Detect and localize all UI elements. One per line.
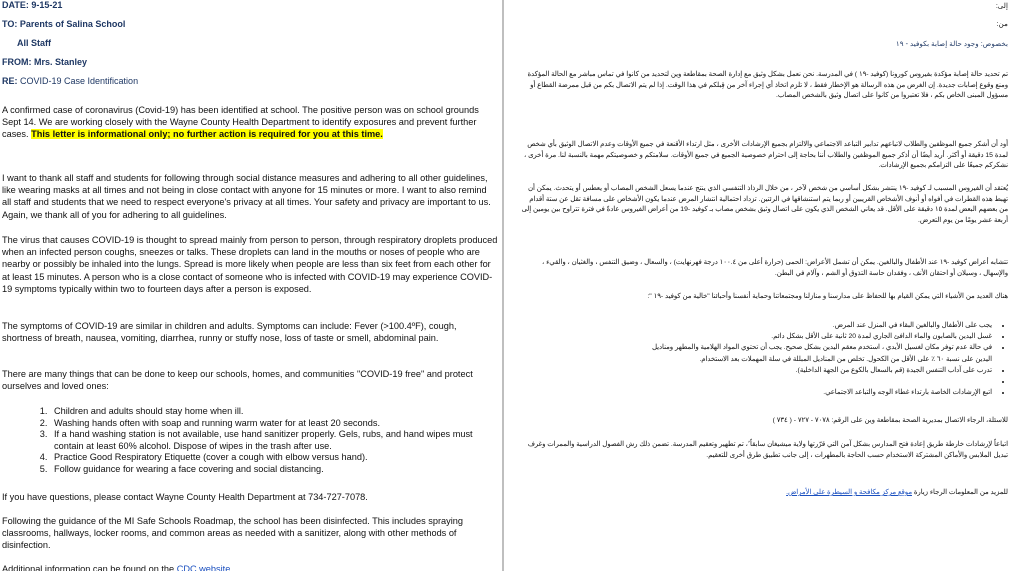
arabic-letter-panel [504,0,1024,571]
re-line [2,76,138,87]
list-item: 2. Washing hands often with soap and running warm water for at least 20 seconds. [50,418,500,430]
arabic-subject-line: بخصوص: وجود حالة إصابة بكوفيد - ١٩ [895,39,1008,48]
list-item: • غسل اليدين بالصابون والماء الدافئ الجاري لمدة 20 ثانية على الأقل بشكل دائم. [634,331,994,342]
paragraph-contact: If you have questions, please contact Wayne County Health Department at 734-727-7078. [2,492,368,502]
arabic-paragraph-symptoms: تتشابه أعراض كوفيد -١٩ عند الأطفال والبالغين. يمكن أن تشمل الأعراض: الحمى (حرارة أعلى من ١٠٠.٤ درجة فهرنهايت) ، والسعال ، وضيق التنفس ، والغثيان ، والقيء ، والإسهال ، وسيلان أو احتقان الأنف ، وفقدان حاسة التذوق أو الشم ، وآلام في البطن. [542,259,1008,277]
paragraph-additional-info [2,563,498,571]
to-label: TO: [2,19,18,29]
re-value: COVID-19 Case Identification [20,76,139,86]
list-item: • تدرب على آداب التنفس الجيدة (قم بالسعال بالكوع من الجهة الداخلية). [634,365,994,376]
arabic-paragraph-disinfection: اتباعاً لإرشادات خارطة طريق إعادة فتح المدارس بشكل آمن التي قرّرتها ولاية ميشيغان سابقاً٬، تم تطهير وتعقيم المدرسة. تضمن ذلك رش الفصول الدراسية والممرات وغرف تبديل الملابس والأماكن المشتركة الاستخدام حسب الحاجة بالمطهرات ، إلى جانب تطبيق طرق أخرى للتعقيم. [527,441,1008,459]
list-item: • اتبع الإرشادات الخاصة بارتداء غطاء الوجه والتباعد الاجتماعي. [634,387,994,398]
paragraph-disinfection: Following the guidance of the MI Safe Schools Roadmap, the school has been disinfected. This includes spraying classrooms, hallways, locker rooms, and common areas as needed with a sanitizer, along with other methods of disinfection. [2,516,464,551]
paragraph-thanks: I want to thank all staff and students for following through social distance measures and adhering to all other guidelines, like wearing masks at all times and not being in close contact with anyone for 15 minutes or more. I want to also remind all staff and students that we need to respect everyone's privacy at all times. Your safety and privacy are important to us. Again, we thank all of you for adhering to all guidelines. [2,173,491,220]
informational-highlight: This letter is informational only; no further action is required for you at this time. [31,129,383,140]
arabic-paragraph-contact: للاسئلة، الرجاء الاتصال بمديرية الصحة بمقاطعة وين على الرقم: ٧٠٧٨ - ٧٢٧ - ( ٧٣٤ ) [772,417,1008,424]
arabic-to-line: إلى: [995,1,1008,10]
paragraph-prevention-intro: There are many things that can be done to keep our schools, homes, and communities "COVID-19 free" and protect ourselves and loved ones: [2,369,473,392]
from-line [2,57,87,68]
arabic-paragraph-additional-info [520,488,1008,499]
list-item: 3. If a hand washing station is not available, use hand sanitizer properly. Gels, rubs, and hand wipes must contain at least 60% alcohol. Dispose of wipes in the trash after use. [50,429,500,452]
english-letter-page [0,0,502,571]
to-line [2,19,125,30]
arabic-paragraph-thanks: أود أن أشكر جميع الموظفين والطلاب لاتباعهم تدابير التباعد الاجتماعي والالتزام بجميع الإرشادات الأخرى ، مثل ارتداء الأقنعة في جميع الأوقات وعدم الاتصال الوثيق بأي شخص لمدة 15 دقيقة أو أكثر. أريد أيضًا أن أذكر جميع الموظفين والطلاب أننا بحاجة إلى احترام خصوصية الجميع في جميع الأوقات. سلامتكم و خصوصيتكم مهمة بالنسبة لنا. مرة أخرى ، نشكركم جميعًا على التزامكم بجميع الإرشادات. [524,141,1008,170]
to-line-2: All Staff [17,38,52,48]
list-item: • في حالة عدم توفر مكان لغسيل الأيدي ، استخدم معقم اليدين بشكل صحيح. يجب أن تحتوي المواد الهلامية والمطهر ومناديل اليدين على نسبة ٦٠ ٪ على الأقل من الكحول. تخلص من المناديل المبللة في سلة المهملات بعد الاستخدام. [634,342,994,364]
arabic-cdc-link[interactable]: موقع مركز مكافحة و السيطرة على الأمراض. [786,489,912,496]
to-value: Parents of Salina School [19,19,126,29]
arabic-additional-info-text: للمزيد من المعلومات الرجاء زيارة [913,489,1008,496]
arabic-paragraph-prevention-intro: هناك العديد من الأشياء التي يمكن القيام بها للحفاظ على مدارسنا و منازلنا ومجتمعاتنا وحماية أنفسنا وأحبائنا "خالية من كوفيد -١٩ ": [647,293,1008,300]
additional-info-text: Additional information can be found on the [2,564,175,571]
list-item: 5. Follow guidance for wearing a face covering and social distancing. [50,464,500,476]
arabic-from-line: من: [996,19,1008,28]
list-item: • يجب على الأطفال والبالغين البقاء في المنزل عند المرض. [634,320,994,331]
paragraph-case-text: A confirmed case of coronavirus (Covid-19) has been identified at school. The positive person was on school grounds Sept 14. We are working closely with the Wayne County Health Department to identify exposures and prevent further cases. [2,105,479,140]
arabic-prevention-list [634,320,1008,398]
list-item: 4. Practice Good Respiratory Etiquette (cover a cough with elbow versus hand). [50,452,500,464]
from-value: Mrs. Stanley [34,57,88,67]
arabic-paragraph-spread: يُعتقد أن الفيروس المسبب لـ كوفيد -١٩ ينتشر بشكل أساسي من شخص لآخر ، من خلال الرذاذ التنفسي الذي ينتج عندما يسعل الشخص المصاب أو يعطس أو يتحدث. يمكن أن تهبط هذه القطرات في أفواه أو أنوف الأشخاص القريبين أو ربما يتم استنشاقها في الرئتين. تزداد احتمالية انتشار المرض عندما يكون الأشخاص على مسافة تقل عن ستة أقدام من بعضهم البعض لمدة ١٥ دقيقة على الأقل. قد يعاني الشخص الذي يكون على اتصال وثيق بشخص مصاب بـ كوفيد -19 من أعراض الفيروس عادةً في فترة تتراوح بين يومين إلى أربعة عشر يومًا من يوم التعرض. [521,185,1008,224]
from-label: FROM: [2,57,32,67]
arabic-paragraph-case: تم تحديد حالة إصابة مؤكدة بفيروس كورونا (كوفيد -١٩ ) في المدرسة. نحن نعمل بشكل وثيق مع إدارة الصحة بمقاطعة وين لتحديد من كانوا في تماس مباشر مع الحالة المؤكدة ومنع وقوع إصابات جديدة. إن الغرض من هذه الرسالة هو الإخطار فقط ، لا تلزم اتخاذ أي إجراء آخر من قِبلكم في هذا الوقت. إذا لم يتم الاتصال بكم من قبل ممرضة القطاع أو مسؤول المبنى الخاص بكم ، فلا تعتبروا من كانوا على اتصال وثيق بالشخص المصاب. [527,71,1008,100]
list-item: 1. Children and adults should stay home when ill. [50,406,500,418]
re-label: RE: [2,76,18,86]
cdc-website-link[interactable]: CDC website [176,564,231,571]
paragraph-virus-spread: The virus that causes COVID-19 is thought to spread mainly from person to person, through respiratory droplets produced when an infected person coughs, sneezes or talks. These droplets can land in the mouths or noses of people who are nearby or possibly be inhaled into the lungs. Spread is more likely when people are less than six feet from each other for at least 15 minutes. A person who is a close contact of someone who is infected with COVID-19 may experience COVID-19 symptoms typically within two to fourteen days after a person is exposed. [2,235,498,294]
list-item [634,376,994,387]
paragraph-symptoms: The symptoms of COVID-19 are similar in children and adults. Symptoms can include: Fever (>100.4ºF), cough, shortness of breath, nausea, vomiting, diarrhea, runny or stuffy nose, loss of taste or smell, abdominal pain. [2,321,457,344]
letter-date: DATE: 9-15-21 [2,0,63,10]
prevention-list [30,406,500,476]
arabic-letter-page [510,0,1018,571]
paragraph-case-identified [2,104,498,141]
